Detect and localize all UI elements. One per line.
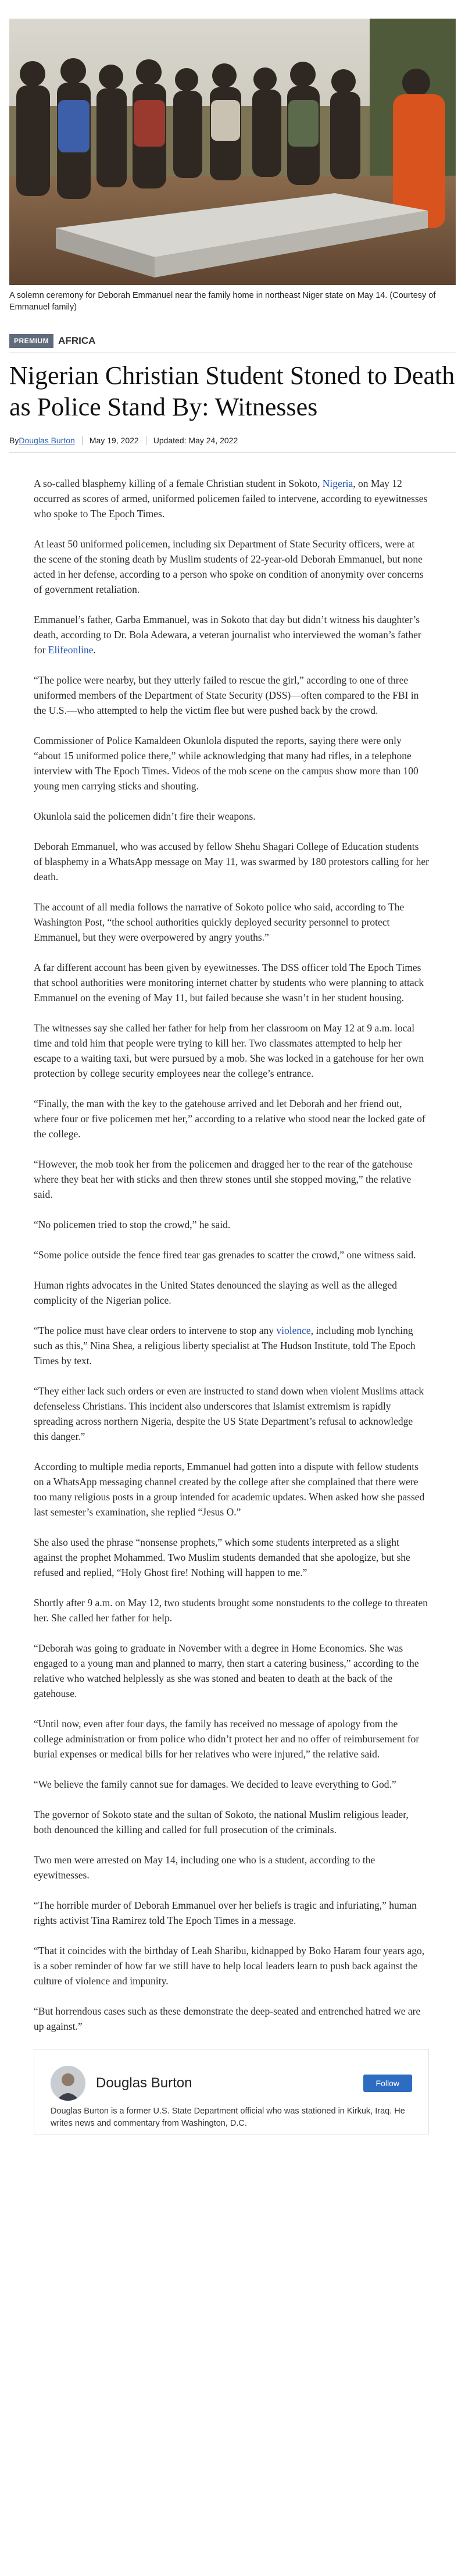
paragraph: Okunlola said the policemen didn’t fire their weapons.: [34, 810, 256, 822]
paragraph: “We believe the family cannot sue for damages. We decided to leave everything to God.”: [34, 1778, 396, 1790]
avatar-icon: [51, 2066, 85, 2101]
paragraph: At least 50 uniformed policemen, including six Department of State Security officers, were at the scene of the stoning death by Muslim students of 22-year-old Deborah Emmanuel, but none acted in her defense, according to a person who spoke on condition of anonymity over concerns of government retaliation.: [34, 538, 424, 595]
byline: [9, 436, 456, 453]
paragraph: “Deborah was going to graduate in November with a degree in Home Economics. She was engaged to a young man and planned to marry, then start a catering business,” according to the relative who watched helplessly as she was stoned and beaten to death at the back of the gatehouse.: [34, 1642, 419, 1699]
paragraph: “Finally, the man with the key to the gatehouse arrived and let Deborah and her friend out, where four or five policemen met her,” according to a relative who stood near the locked gate of the college.: [34, 1098, 425, 1140]
paragraph: Shortly after 9 a.m. on May 12, two students brought some nonstudents to the college to threaten her. She called her father for help.: [34, 1597, 428, 1624]
premium-badge[interactable]: PREMIUM: [9, 334, 53, 348]
paragraph: A far different account has been given by eyewitnesses. The DSS officer told The Epoch Times that school authorities were monitoring internet chatter by students who were planning to attack Emmanuel on the evening of May 11, but failed because she wasn’t in her student housing.: [34, 962, 424, 1004]
hero-photo-illustration: [9, 19, 456, 285]
hero-image: [9, 19, 456, 285]
paragraph: She also used the phrase “nonsense prophets,” which some students interpreted as a slight against the prophet Mohammed. Two Muslim students demanded that she apologize, but she refused and replied, “Holy Ghost fire! Nothing will happen to me.”: [34, 1536, 410, 1578]
article-tags: [9, 334, 456, 348]
byline-separator: [82, 436, 83, 445]
paragraph: “The horrible murder of Deborah Emmanuel over her beliefs is tragic and infuriating,” human rights activist Tina Ramirez told The Epoch Times in a message.: [34, 1899, 417, 1926]
article-body: [34, 476, 429, 2034]
violence-link[interactable]: violence: [276, 1325, 311, 1336]
author-link[interactable]: Douglas Burton: [19, 436, 75, 445]
hero-caption: A solemn ceremony for Deborah Emmanuel near the family home in northeast Niger state on May 14. (Courtesy of Emmanuel family): [9, 291, 436, 312]
paragraph: “That it coincides with the birthday of Leah Sharibu, kidnapped by Boko Haram four years ago, is a sober reminder of how far we still have to help local leaders learn to push back against the culture of violence and impunity.: [34, 1945, 425, 1987]
headline: Nigerian Christian Student Stoned to Death as Police Stand By: Witnesses: [9, 361, 455, 421]
paragraph: Emmanuel’s father, Garba Emmanuel, was in Sokoto that day but didn’t witness his daughter’s death, according to Dr. Bola Adewara, a veteran journalist who interviewed the woman’s father for Elifeonline.: [34, 614, 421, 656]
section-link[interactable]: AFRICA: [58, 335, 96, 346]
follow-button[interactable]: Follow: [363, 2075, 412, 2092]
paragraph: Human rights advocates in the United States denounced the slaying as well as the alleged complicity of the Nigerian police.: [34, 1279, 397, 1306]
paragraph: “The police must have clear orders to intervene to stop any violence, including mob lynching such as this,” Nina Shea, a religious liberty specialist at The Hudson Institute, told The Epoch Times by text.: [34, 1325, 416, 1367]
paragraph: A so-called blasphemy killing of a female Christian student in Sokoto, Nigeria, on May 12 occurred as scores of armed, uniformed policemen failed to intervene, according to eyewitnesses who spoke to The Epoch Times.: [34, 478, 428, 520]
paragraph: “They either lack such orders or even are instructed to stand down when violent Muslims attack defenseless Christians. This incident also underscores that Islamist extremism is rapidly spreading across northern Nigeria, despite the US State Department’s refusal to acknowledge this danger.”: [34, 1385, 424, 1442]
paragraph: According to multiple media reports, Emmanuel had gotten into a dispute with fellow students on a WhatsApp messaging channel created by the college after she complained that there were too many religious posts in a group intended for academic updates. When asked how she passed last semester’s examination, she replied “Jesus O.”: [34, 1461, 425, 1518]
paragraph: “However, the mob took her from the policemen and dragged her to the rear of the gatehouse where they beat her with sticks and then threw stones until she stopped moving,” the relative said.: [34, 1158, 413, 1200]
paragraph: “But horrendous cases such as these demonstrate the deep-seated and entrenched hatred we are up against.”: [34, 2005, 421, 2032]
paragraph: “Until now, even after four days, the family has received no message of apology from the college administration or from police who didn’t protect her and no offer of reimbursement for burial expenses or medical bills for her relatives who were injured,” the relative said.: [34, 1718, 420, 1760]
author-box: [34, 2049, 429, 2134]
paragraph: Two men were arrested on May 14, including one who is a student, according to the eyewitnesses.: [34, 1854, 375, 1881]
paragraph: “The police were nearby, but they utterly failed to rescue the girl,” according to one of three uniformed members of the Department of State Security (DSS)—often compared to the FBI in the U.S.—who attempted to help the victim flee but were pushed back by the crowd.: [34, 674, 419, 716]
paragraph: Commissioner of Police Kamaldeen Okunlola disputed the reports, saying there were only “about 15 uniformed police there,” while acknowledging that many had rifles, in a telephone interview with The Epoch Times. Videos of the mob scene on the campus show more than 100 young men carrying sticks and shouting.: [34, 735, 419, 792]
elifeonline-link[interactable]: Elifeonline: [48, 644, 94, 656]
updated-date: Updated: May 24, 2022: [153, 436, 238, 445]
byline-prefix: By: [9, 436, 19, 445]
paragraph: “No policemen tried to stop the crowd,” he said.: [34, 1219, 231, 1230]
paragraph: “Some police outside the fence fired tear gas grenades to scatter the crowd,” one witness said.: [34, 1249, 416, 1261]
paragraph: The witnesses say she called her father for help from her classroom on May 12 at 9 a.m. local time and told him that people were trying to kill her. Two classmates attempted to help her escape to a waiting taxi, but were pursued by a mob. She was locked in a gatehouse for her own protection by college security employees near the college’s entrance.: [34, 1022, 424, 1079]
nigeria-link[interactable]: Nigeria: [322, 478, 353, 489]
paragraph: The governor of Sokoto state and the sultan of Sokoto, the national Muslim religious leader, both denounced the killing and called for full prosecution of the criminals.: [34, 1809, 409, 1835]
paragraph: The account of all media follows the narrative of Sokoto police who said, according to The Washington Post, “the school authorities quickly deployed security personnel to protect Emmanuel, but they were overpowered by angry youths.”: [34, 901, 405, 943]
paragraph: Deborah Emmanuel, who was accused by fellow Shehu Shagari College of Education students of blasphemy in a WhatsApp message on May 11, was swarmed by 180 protestors calling for her death.: [34, 841, 429, 883]
author-bio: Douglas Burton is a former U.S. State Department official who was stationed in Kirkuk, Iraq. He writes news and commentary from Washington, D.C.: [51, 2107, 405, 2128]
author-header: [51, 2066, 412, 2101]
author-avatar: [51, 2066, 85, 2101]
author-name[interactable]: Douglas Burton: [96, 2075, 192, 2091]
publish-date: May 19, 2022: [89, 436, 139, 445]
